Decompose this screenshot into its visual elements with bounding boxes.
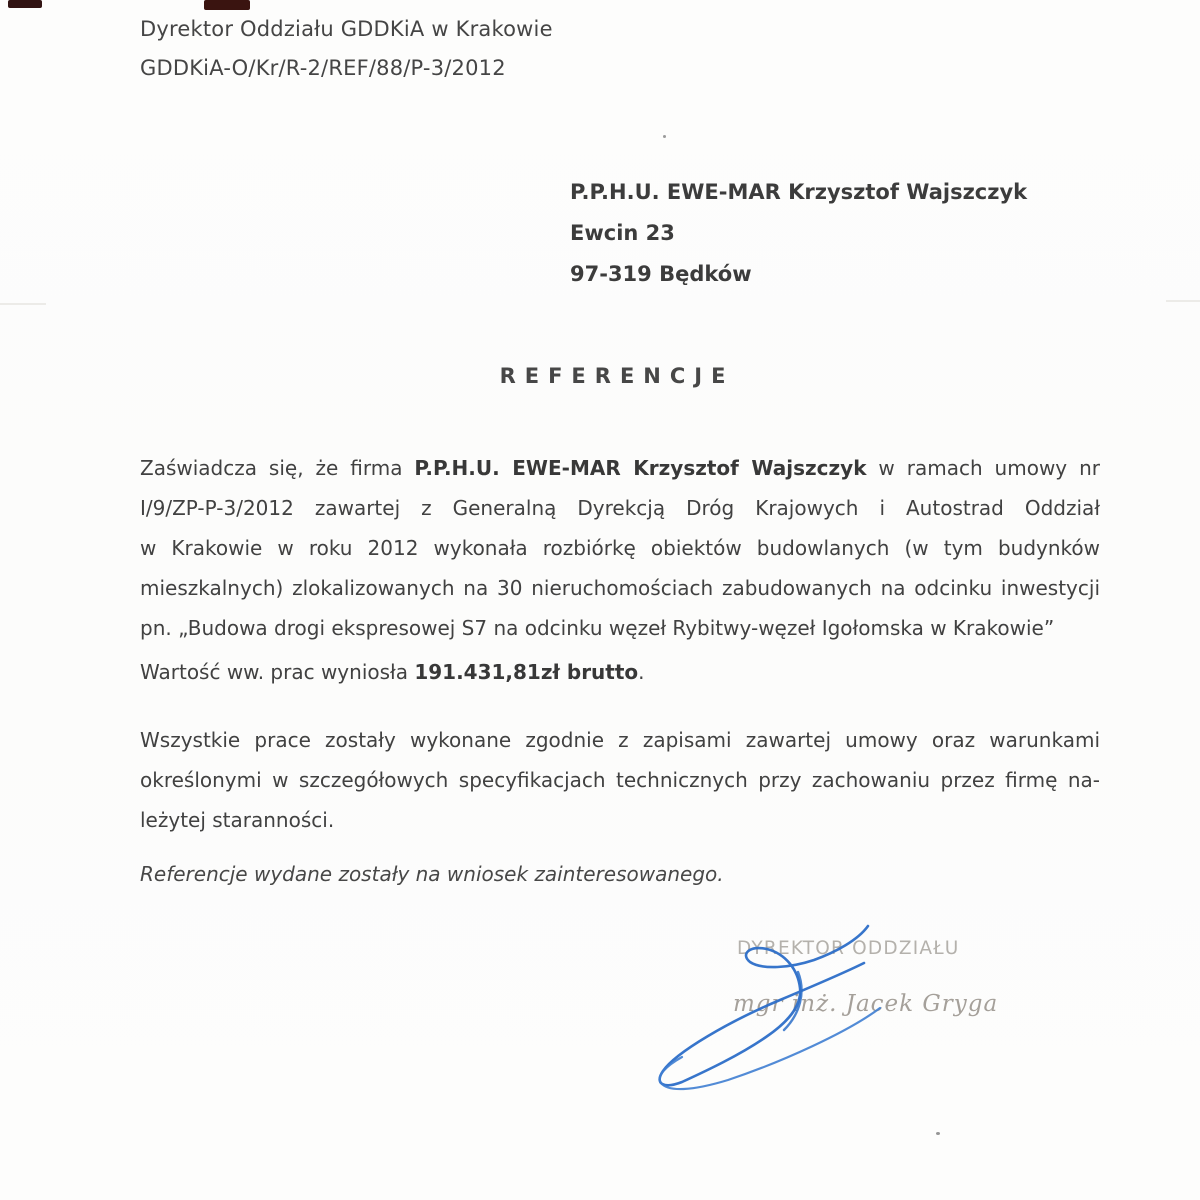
reference-number: GDDKiA-O/Kr/R-2/REF/88/P-3/2012 xyxy=(140,56,506,80)
sender-title: Dyrektor Oddziału GDDKiA w Krakowie xyxy=(140,17,553,41)
signer-role: DYREKTOR ODDZIAŁU xyxy=(737,938,960,959)
paragraph-2 xyxy=(140,720,1100,840)
paper-fold-line-left xyxy=(0,303,46,305)
text-run: . xyxy=(638,660,645,684)
title-row xyxy=(17,364,1200,388)
paragraph-1-line-3: w Krakowie w roku 2012 wykonała rozbiórkę obiektów budowlanych (w tym budynków xyxy=(140,536,1100,560)
paper-fold-line-right xyxy=(1166,300,1200,302)
paragraph-2-line-2: określonymi w szczegółowych specyfikacjach technicznych przy zachowaniu przez firmę na- xyxy=(140,768,1100,792)
text-run: w ramach umowy nr xyxy=(866,456,1100,480)
letter-body xyxy=(140,448,1100,894)
recipient-city: 97-319 Będków xyxy=(570,262,752,286)
scan-artifact-top-center xyxy=(204,0,250,10)
contract-value-line xyxy=(140,652,1100,692)
contract-value-bold: 191.431,81zł brutto xyxy=(414,660,639,684)
scan-speck xyxy=(936,1132,940,1135)
document-title: REFERENCJE xyxy=(499,364,735,388)
text-run: Zaświadcza się, że firma xyxy=(140,456,415,480)
paragraph-1 xyxy=(140,448,1100,648)
scan-artifact-top-left xyxy=(8,0,42,8)
signer-name: mgr inż. Jacek Gryga xyxy=(733,991,999,1017)
paragraph-1-line-5: pn. „Budowa drogi ekspresowej S7 na odcinku węzeł Rybitwy-węzeł Igołomska w Krakowie” xyxy=(140,616,1055,640)
paragraph-1-line-4: mieszkalnych) zlokalizowanych na 30 nieruchomościach zabudowanych na odcinku inwestycji xyxy=(140,576,1100,600)
issuance-note: Referencje wydane zostały na wniosek zainteresowanego. xyxy=(140,862,724,886)
paragraph-1-line-2: I/9/ZP-P-3/2012 zawartej z Generalną Dyrekcją Dróg Krajowych i Autostrad Oddział xyxy=(140,496,1100,520)
recipient-block xyxy=(570,172,1027,295)
paragraph-1-line-1 xyxy=(140,448,1100,488)
recipient-company: P.P.H.U. EWE-MAR Krzysztof Wajszczyk xyxy=(570,180,1028,204)
scan-speck xyxy=(663,135,666,138)
paragraph-2-line-1: Wszystkie prace zostały wykonane zgodnie z zapisami zawartej umowy oraz warunkami xyxy=(140,728,1100,752)
text-run: Wartość ww. prac wyniosła xyxy=(140,660,415,684)
paragraph-2-line-3: leżytej staranności. xyxy=(140,808,335,832)
company-name-bold: P.P.H.U. EWE-MAR Krzysztof Wajszczyk xyxy=(414,456,867,480)
handwritten-signature-ink xyxy=(630,908,900,1093)
recipient-street: Ewcin 23 xyxy=(570,221,675,245)
